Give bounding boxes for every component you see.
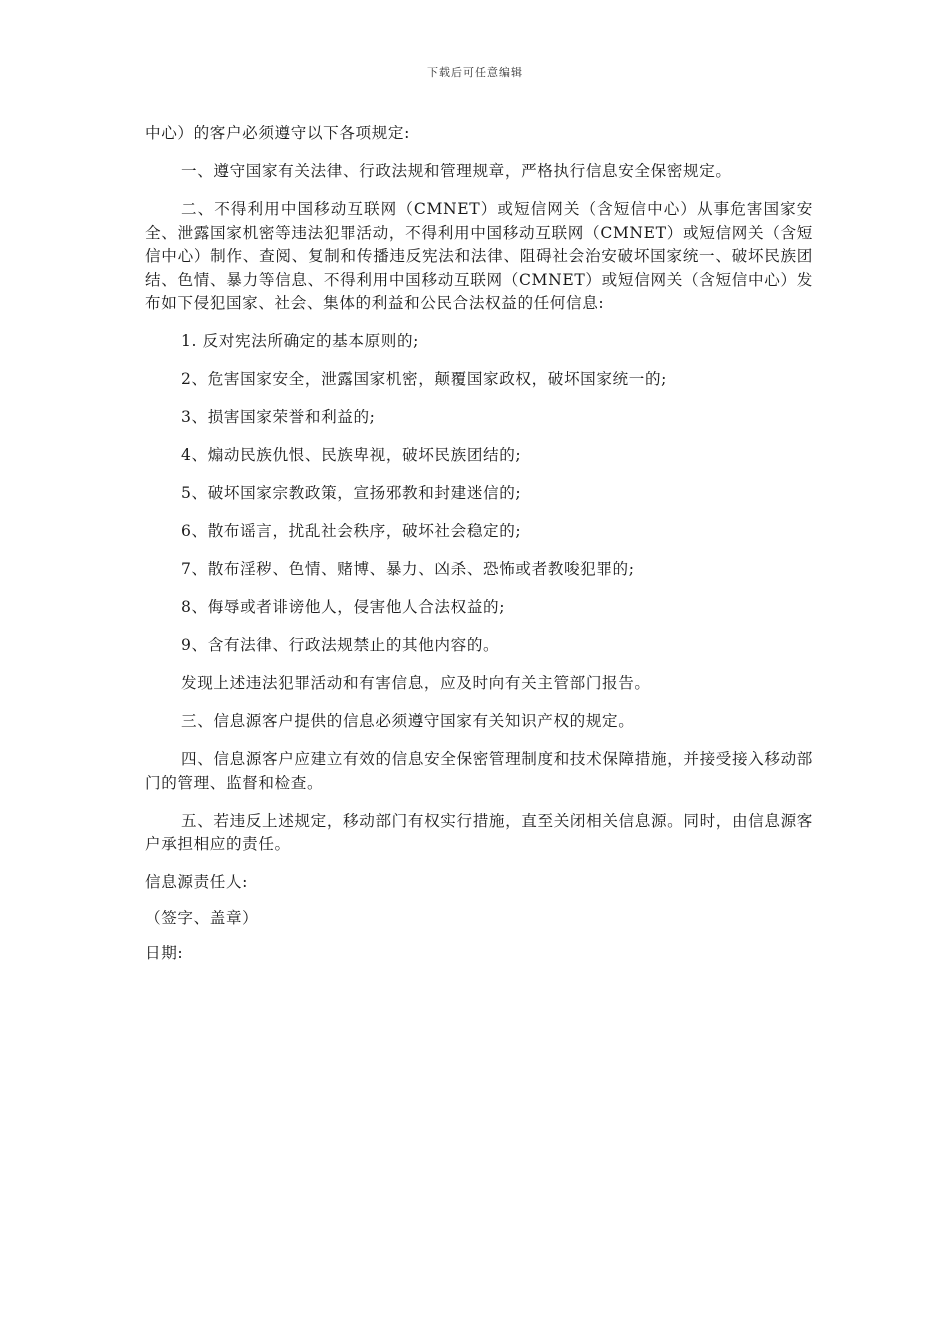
list-item: 7、散布淫秽、色情、赌博、暴力、凶杀、恐怖或者教唆犯罪的; (181, 560, 635, 578)
list-item: 9、含有法律、行政法规禁止的其他内容的。 (181, 636, 500, 654)
list-item: 4、煽动民族仇恨、民族卑视，破坏民族团结的; (181, 446, 522, 464)
sign-label: （签字、盖章） (145, 908, 259, 927)
list-item: 1. 反对宪法所确定的基本原则的; (181, 332, 420, 350)
list-item: 6、散布谣言，扰乱社会秩序，破坏社会稳定的; (181, 522, 522, 540)
header-note: 下载后可任意编辑 (427, 66, 523, 79)
clause-2: 二、不得利用中国移动互联网（CMNET）或短信网关（含短信中心）从事危害国家安全、泄露国家机密等违法犯罪活动，不得利用中国移动互联网（CMNET）或短信网关（含短信中心）制作、查阅、复制和传播违反宪法和法律、阻碍社会治安破坏国家统一、破坏民族团结、色情、暴力等信息、不得利用中国移动互联网（CMNET）或短信网关（含短信中心）发布如下侵犯国家、社会、集体的利益和公民合法权益的任何信息: (145, 200, 813, 312)
clause-3: 三、信息源客户提供的信息必须遵守国家有关知识产权的规定。 (181, 712, 635, 730)
list-item: 3、损害国家荣誉和利益的; (181, 408, 376, 426)
date-label: 日期: (145, 944, 184, 962)
list-item: 5、破坏国家宗教政策，宣扬邪教和封建迷信的; (181, 484, 522, 502)
report-note: 发现上述违法犯罪活动和有害信息，应及时向有关主管部门报告。 (181, 674, 651, 692)
clause-4: 四、信息源客户应建立有效的信息安全保密管理制度和技术保障措施，并接受接入移动部门的管理、监督和检查。 (145, 750, 813, 792)
document-body (145, 122, 813, 978)
list-item: 8、侮辱或者诽谤他人，侵害他人合法权益的; (181, 598, 506, 616)
list-item: 2、危害国家安全，泄露国家机密，颠覆国家政权，破坏国家统一的; (181, 370, 667, 388)
responsible-label: 信息源责任人: (145, 873, 249, 891)
clause-1: 一、遵守国家有关法律、行政法规和管理规章，严格执行信息安全保密规定。 (181, 162, 732, 180)
intro-paragraph: 中心）的客户必须遵守以下各项规定: (145, 124, 410, 142)
clause-5: 五、若违反上述规定，移动部门有权实行措施，直至关闭相关信息源。同时，由信息源客户承担相应的责任。 (145, 811, 813, 853)
